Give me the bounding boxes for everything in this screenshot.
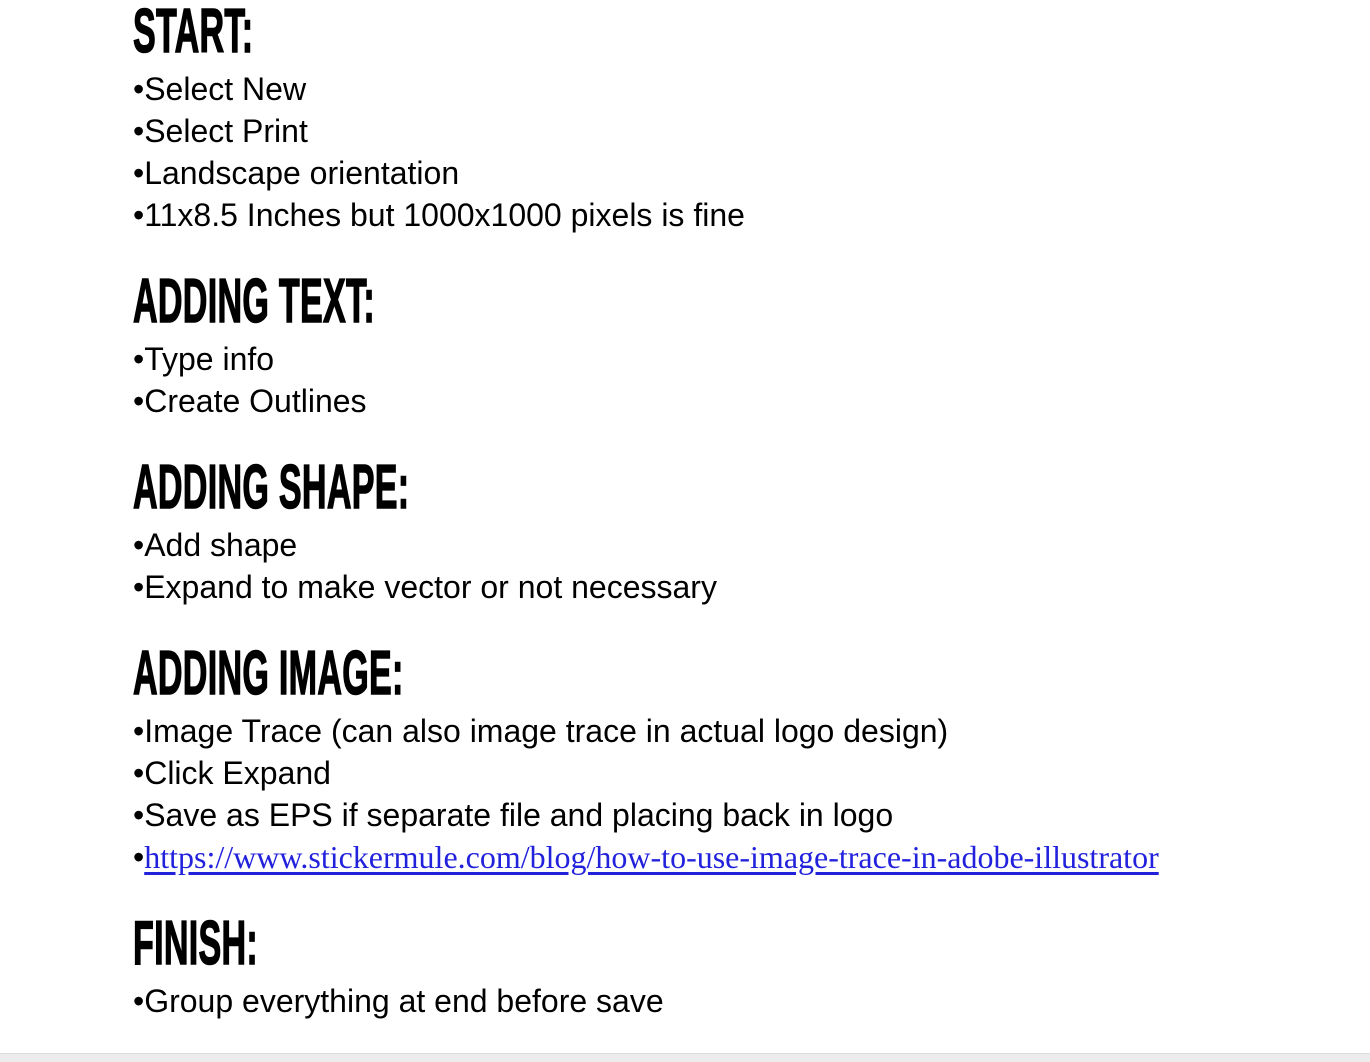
list-item <box>133 194 1330 236</box>
bullet-icon <box>133 197 144 233</box>
section-start <box>133 0 1330 236</box>
section-heading-start: START: <box>133 0 254 66</box>
bullet-list <box>133 524 1330 608</box>
section-adding-image <box>133 639 1330 878</box>
section-heading-finish: FINISH: <box>133 909 259 978</box>
bullet-icon <box>133 113 144 149</box>
bullet-icon <box>133 71 144 107</box>
bullet-list <box>133 980 1330 1022</box>
list-item <box>133 794 1330 836</box>
list-item-text: Click Expand <box>144 755 331 791</box>
bullet-list <box>133 68 1330 236</box>
bullet-icon <box>133 341 144 377</box>
section-heading-adding-image: ADDING IMAGE: <box>133 639 404 708</box>
list-item-text: Select Print <box>144 113 308 149</box>
list-item-text: Select New <box>144 71 307 107</box>
list-item-text: Landscape orientation <box>144 155 460 191</box>
list-item <box>133 836 1330 878</box>
list-item-text: Type info <box>144 341 275 377</box>
bullet-icon <box>133 527 144 563</box>
list-item-text: Group everything at end before save <box>144 983 664 1019</box>
bullet-icon <box>133 383 144 419</box>
bullet-icon <box>133 713 144 749</box>
bullet-icon <box>133 839 144 875</box>
bullet-icon <box>133 797 144 833</box>
bullet-list <box>133 338 1330 422</box>
list-item-text: Image Trace (can also image trace in actual logo design) <box>144 713 949 749</box>
section-adding-text <box>133 267 1330 422</box>
list-item-text: Expand to make vector or not necessary <box>144 569 717 605</box>
list-item <box>133 380 1330 422</box>
bullet-icon <box>133 155 144 191</box>
list-item <box>133 980 1330 1022</box>
list-item <box>133 110 1330 152</box>
bullet-icon <box>133 983 144 1019</box>
list-item <box>133 152 1330 194</box>
section-heading-adding-shape: ADDING SHAPE: <box>133 453 410 522</box>
list-item-text: Add shape <box>144 527 298 563</box>
section-finish <box>133 909 1330 1022</box>
stickermule-image-trace-link[interactable]: https://www.stickermule.com/blog/how-to-use-image-trace-in-adobe-illustrator <box>144 839 1159 875</box>
bullet-icon <box>133 569 144 605</box>
window-bottom-edge <box>0 1053 1370 1062</box>
list-item <box>133 524 1330 566</box>
list-item <box>133 338 1330 380</box>
list-item-text: Save as EPS if separate file and placing back in logo <box>144 797 894 833</box>
list-item <box>133 752 1330 794</box>
bullet-icon <box>133 755 144 791</box>
list-item <box>133 68 1330 110</box>
section-adding-shape <box>133 453 1330 608</box>
bullet-list <box>133 710 1330 878</box>
list-item <box>133 710 1330 752</box>
section-heading-adding-text: ADDING TEXT: <box>133 267 375 336</box>
list-item <box>133 566 1330 608</box>
list-item-text: Create Outlines <box>144 383 367 419</box>
list-item-text: 11x8.5 Inches but 1000x1000 pixels is fine <box>144 197 745 233</box>
